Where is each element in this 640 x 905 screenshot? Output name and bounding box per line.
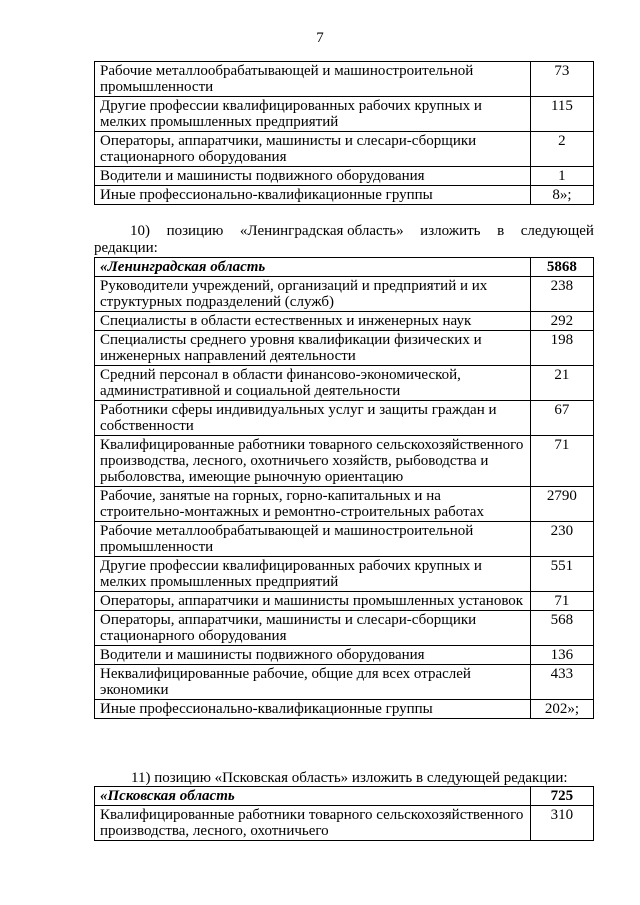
page-number: 7	[316, 30, 324, 46]
table-row	[95, 312, 594, 331]
occupation-count: 8»;	[530, 186, 593, 205]
table-row	[95, 557, 594, 592]
table-row	[95, 611, 594, 646]
occupation-count: 1	[530, 167, 593, 186]
occupation-count: 67	[530, 401, 593, 436]
table-row	[95, 97, 594, 132]
occupation-name: Операторы, аппаратчики, машинисты и слесари-сборщики стационарного оборудования	[95, 611, 531, 646]
occupation-name: Другие профессии квалифицированных рабочих крупных и мелких промышленных предприятий	[95, 97, 531, 132]
region-name: «Ленинградская область	[95, 258, 531, 277]
table-body-rows	[95, 277, 594, 719]
occupation-count: 292	[530, 312, 593, 331]
paragraph-word: в	[497, 223, 505, 239]
table-body	[95, 258, 594, 277]
paragraph-line	[94, 223, 594, 240]
occupation-count: 21	[530, 366, 593, 401]
paragraph-item-10	[94, 223, 594, 257]
occupation-count: 230	[530, 522, 593, 557]
occupation-count: 568	[530, 611, 593, 646]
occupation-name: Иные профессионально-квалификационные группы	[95, 186, 531, 205]
occupation-count: 202»;	[530, 700, 593, 719]
region-total: 5868	[530, 258, 593, 277]
occupation-count: 71	[530, 592, 593, 611]
occupation-name: Водители и машинисты подвижного оборудования	[95, 646, 531, 665]
table-previous-region	[94, 61, 594, 205]
table-row	[95, 646, 594, 665]
table-row	[95, 132, 594, 167]
occupation-name: Специалисты в области естественных и инженерных наук	[95, 312, 531, 331]
table-body	[95, 62, 594, 205]
occupation-count: 136	[530, 646, 593, 665]
table-body-rows	[95, 806, 594, 841]
table-row	[95, 665, 594, 700]
table-row	[95, 487, 594, 522]
occupation-name: Операторы, аппаратчики и машинисты промышленных установок	[95, 592, 531, 611]
occupation-name: Рабочие металлообрабатывающей и машиностроительной промышленности	[95, 62, 531, 97]
table-row	[95, 401, 594, 436]
occupation-name: Специалисты среднего уровня квалификации физических и инженерных направлений деятельности	[95, 331, 531, 366]
paragraph-word: «Ленинградская область»	[239, 223, 404, 239]
table-row	[95, 806, 594, 841]
paragraph-tail: редакции:	[94, 240, 158, 256]
occupation-name: Квалифицированные работники товарного сельскохозяйственного производства, лесного, охотничьего хозяйств, рыбоводства и рыболовства, имеющие рыночную ориентацию	[95, 436, 531, 487]
occupation-count: 551	[530, 557, 593, 592]
occupation-name: Другие профессии квалифицированных рабочих крупных и мелких промышленных предприятий	[95, 557, 531, 592]
paragraph-word: изложить	[420, 223, 481, 239]
occupation-count: 238	[530, 277, 593, 312]
occupation-name: Рабочие металлообрабатывающей и машиностроительной промышленности	[95, 522, 531, 557]
paragraph-word: 10)	[130, 223, 150, 239]
occupation-count: 310	[530, 806, 593, 841]
occupation-name: Неквалифицированные рабочие, общие для всех отраслей экономики	[95, 665, 531, 700]
table-row	[95, 592, 594, 611]
table-leningrad-oblast	[94, 257, 594, 719]
occupation-name: Квалифицированные работники товарного сельскохозяйственного производства, лесного, охотничьего	[95, 806, 531, 841]
occupation-count: 73	[530, 62, 593, 97]
occupation-count: 433	[530, 665, 593, 700]
table-pskov-oblast	[94, 786, 594, 841]
occupation-name: Работники сферы индивидуальных услуг и защиты граждан и собственности	[95, 401, 531, 436]
paragraph-word: позицию	[166, 223, 224, 239]
region-total: 725	[530, 787, 593, 806]
occupation-name: Иные профессионально-квалификационные группы	[95, 700, 531, 719]
table-row	[95, 186, 594, 205]
occupation-name: Водители и машинисты подвижного оборудования	[95, 167, 531, 186]
occupation-name: Руководители учреждений, организаций и предприятий и их структурных подразделений (служб)	[95, 277, 531, 312]
table-row	[95, 436, 594, 487]
occupation-count: 2790	[530, 487, 593, 522]
paragraph-item-11: 11) позицию «Псковская область» изложить в следующей редакции:	[131, 770, 568, 786]
occupation-name: Средний персонал в области финансово-экономической, административной и социальной деятельности	[95, 366, 531, 401]
table-row	[95, 277, 594, 312]
occupation-count: 2	[530, 132, 593, 167]
table-row	[95, 366, 594, 401]
occupation-name: Операторы, аппаратчики, машинисты и слесари-сборщики стационарного оборудования	[95, 132, 531, 167]
paragraph-word: следующей	[520, 223, 594, 239]
table-header-row	[95, 258, 594, 277]
table-header-row	[95, 787, 594, 806]
table-row	[95, 167, 594, 186]
table-row	[95, 522, 594, 557]
occupation-count: 198	[530, 331, 593, 366]
table-body	[95, 787, 594, 806]
occupation-count: 115	[530, 97, 593, 132]
occupation-count: 71	[530, 436, 593, 487]
table-row	[95, 62, 594, 97]
occupation-name: Рабочие, занятые на горных, горно-капитальных и на строительно-монтажных и ремонтно-строительных работах	[95, 487, 531, 522]
table-row	[95, 331, 594, 366]
region-name: «Псковская область	[95, 787, 531, 806]
table-row	[95, 700, 594, 719]
